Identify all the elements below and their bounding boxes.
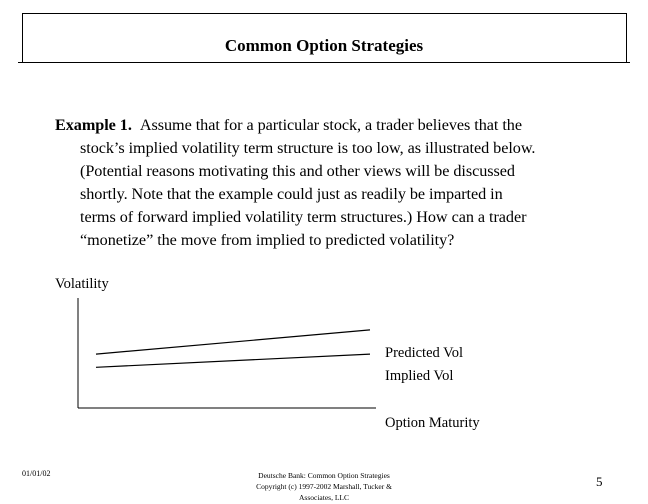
example-text-line-1: stock’s implied volatility term structure is too low, as illustrated below. [80, 139, 536, 157]
x-axis-label: Option Maturity [385, 415, 480, 431]
example-text-line-5: “monetize” the move from implied to predicted volatility? [80, 231, 455, 249]
y-axis-label: Volatility [55, 276, 109, 292]
footer-line-2: Copyright (c) 1997-2002 Marshall, Tucker & [256, 482, 392, 491]
slide-title: Common Option Strategies [224, 36, 424, 55]
example-label: Example 1. [55, 116, 132, 134]
footer-copyright [214, 470, 434, 503]
legend-implied-vol: Implied Vol [385, 368, 454, 384]
legend-predicted-vol: Predicted Vol [385, 345, 464, 361]
example-text-line-3: shortly. Note that the example could just as readily be imparted in [80, 185, 503, 203]
series-layer [96, 330, 370, 367]
example-text-line-4: terms of forward implied volatility term structures.) How can a trader [80, 208, 527, 226]
series-line-implied-vol [96, 354, 370, 367]
footer-line-3: Associates, LLC [299, 493, 349, 502]
footer-line-1: Deutsche Bank: Common Option Strategies [258, 471, 390, 480]
example-text-line-0: Assume that for a particular stock, a trader believes that the [139, 116, 522, 134]
footer-date: 01/01/02 [22, 469, 51, 478]
page-number: 5 [596, 474, 603, 489]
series-line-predicted-vol [96, 330, 370, 354]
example-text-line-2: (Potential reasons motivating this and other views will be discussed [80, 162, 515, 180]
